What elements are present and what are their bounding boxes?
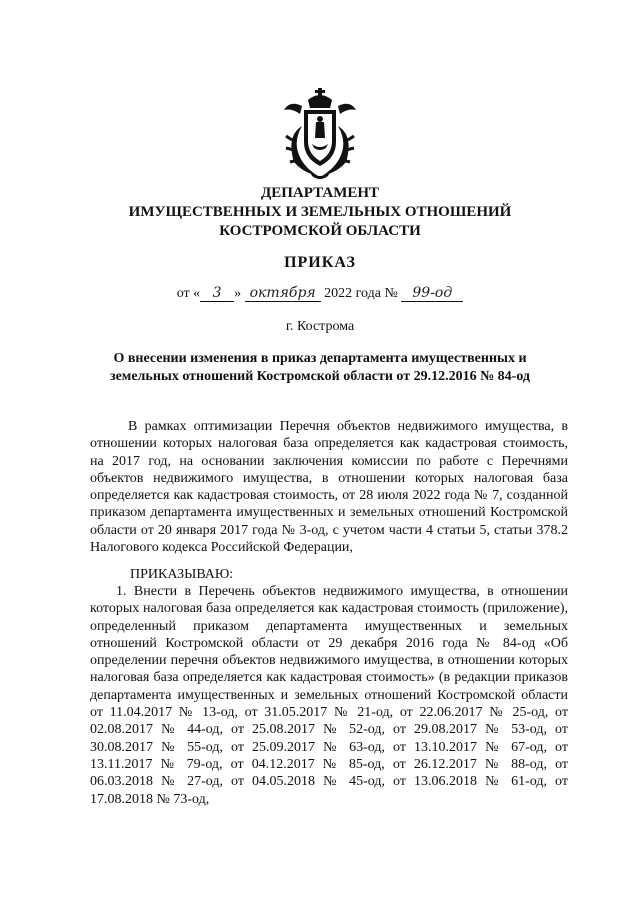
department-line-3: КОСТРОМСКОЙ ОБЛАСТИ xyxy=(219,223,421,239)
preamble-paragraph xyxy=(90,418,568,556)
department-line-1: ДЕПАРТАМЕНТ xyxy=(260,185,380,201)
order-word xyxy=(130,566,570,583)
order-city: г. Кострома xyxy=(285,319,355,334)
department-name xyxy=(60,184,580,241)
date-mid: » xyxy=(234,286,242,301)
order-subject xyxy=(80,350,560,386)
order-title: ПРИКАЗ xyxy=(284,254,356,271)
order-day: 3 xyxy=(200,285,234,302)
date-prefix: от « xyxy=(176,286,201,301)
item-1-paragraph xyxy=(90,583,568,808)
subject-line-1: О внесении изменения в приказ департамента имущественных и xyxy=(113,351,527,366)
order-date-number-line xyxy=(60,285,580,302)
preamble-text: В рамках оптимизации Перечня объектов недвижимого имущества, в отношении которых налоговая база определяется как кадастровая стоимость, на 2017 год, на основании заключения комиссии по работе с Перечнями объектов недвижимого имущества, в отношении которых налоговая база определяется как кадастровая стоимость, от 28 июля 2022 года № 7, созданной приказом департамента имущественных и земельных отношений Костромской области от 20 января 2017 года № 3-од, с учетом части 4 статьи 5, статьи 378.2 Налогового кодекса Российской Федерации, xyxy=(90,419,568,556)
coat-of-arms-icon xyxy=(272,86,368,182)
item-1-text: 1. Внести в Перечень объектов недвижимого имущества, в отношении которых налоговая база определяется как кадастровая стоимость (приложение), определенный приказом департамента имущественных и земельных отношений Костромской области от 29 декабря 2016 года № 84-од «Об определении перечня объектов недвижимого имущества, в отношении которых налоговая база определяется как кадастровая стоимость» (в редакции приказов департамента имущественных и земельных отношений Костромской области от 11.04.2017 № 13-од, от 31.05.2017 № 21-од, от 22.06.2017 № 25-од, от 02.08.2017 № 44-од, от 25.08.2017 № 52-од, от 29.08.2017 № 53-од, от 30.08.2017 № 55-од, от 25.09.2017 № 63-од, от 13.10.2017 № 67-од, от 13.11.2017 № 79-од, от 04.12.2017 № 85-од, от 26.12.2017 № 88-од, от 06.03.2018 № 27-од, от 04.05.2018 № 45-од, от 13.06.2018 № 61-од, от 17.08.2018 № 73-од, xyxy=(90,584,568,807)
order-number: 99-од xyxy=(401,285,463,302)
order-month: октября xyxy=(245,285,321,302)
order-year-text: 2022 года № xyxy=(324,286,398,301)
order-word-text: ПРИКАЗЫВАЮ: xyxy=(130,567,234,582)
subject-line-2: земельных отношений Костромской области от 29.12.2016 № 84-од xyxy=(109,369,531,384)
department-line-2: ИМУЩЕСТВЕННЫХ И ЗЕМЕЛЬНЫХ ОТНОШЕНИЙ xyxy=(128,204,512,220)
